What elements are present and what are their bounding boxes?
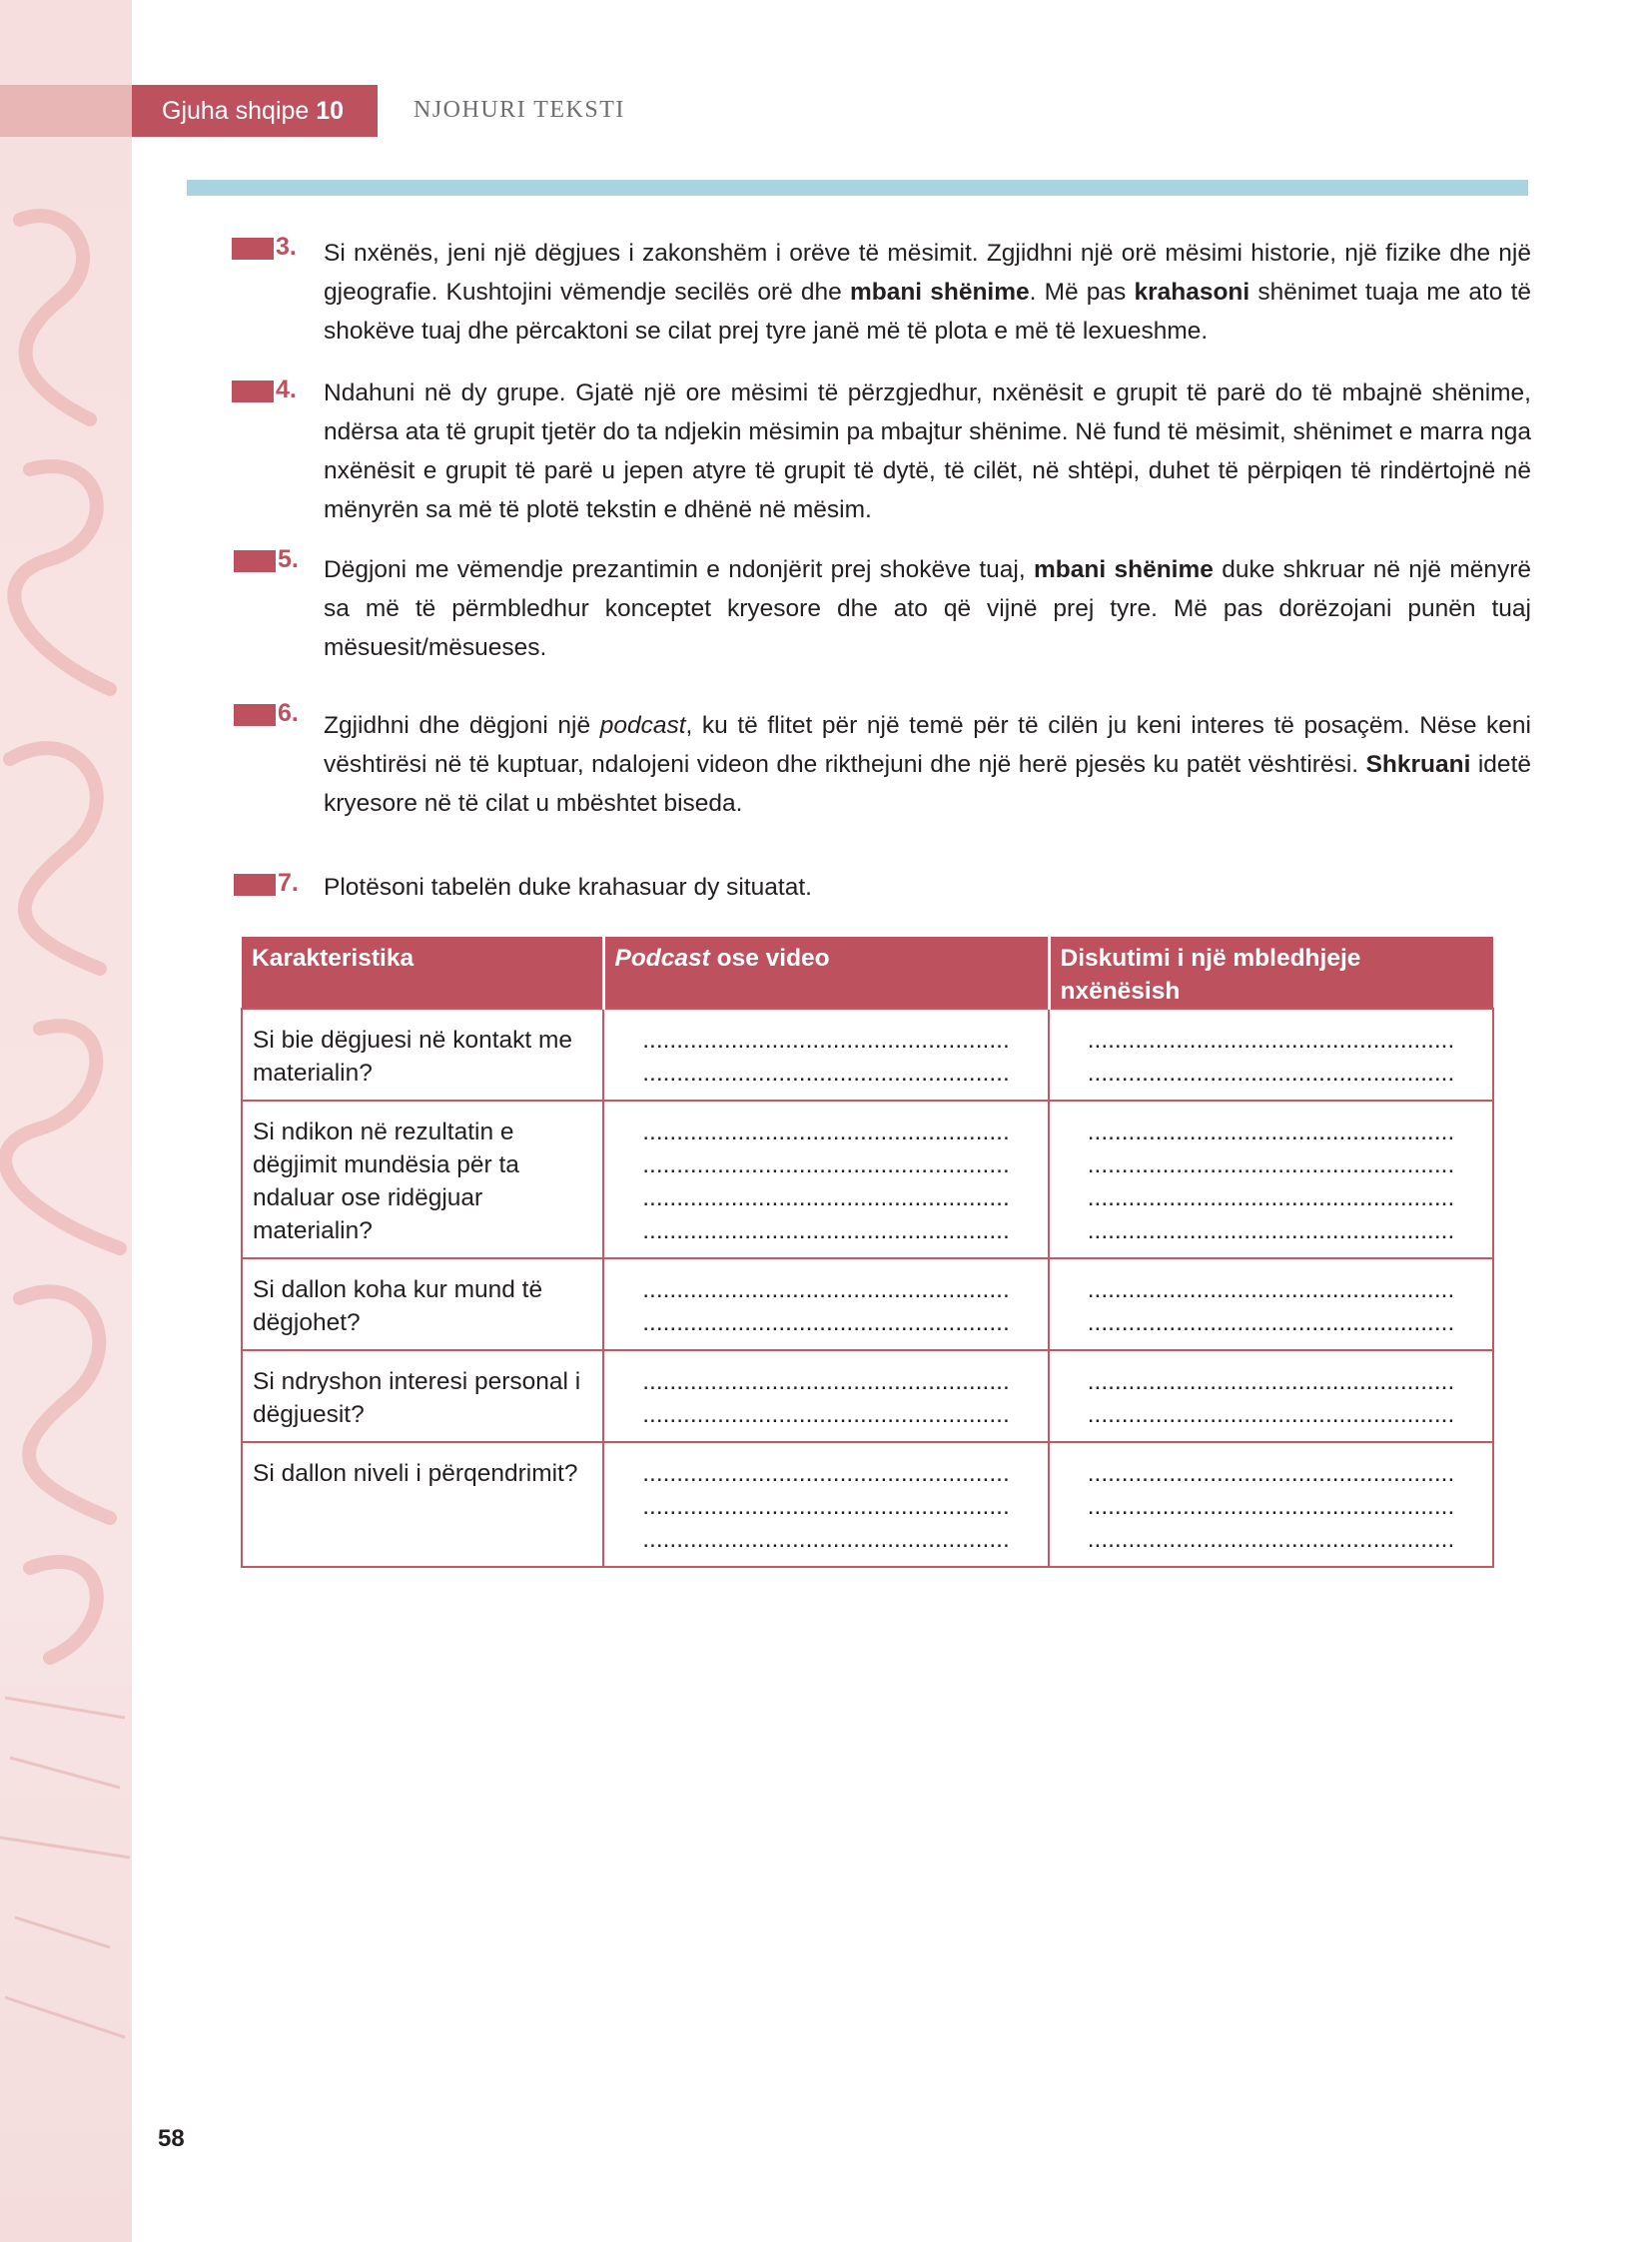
subject-name: Gjuha shqipe	[162, 97, 310, 125]
exercise-marker	[232, 238, 274, 260]
answer-dotted-line: ......................................................	[642, 1276, 1010, 1303]
text-run: Plotësoni tabelën duke krahasuar dy situatat.	[324, 874, 812, 901]
exercise-marker	[234, 874, 276, 896]
podcast-header-rest: ose video	[709, 945, 830, 972]
exercise-marker	[234, 550, 276, 572]
podcast-answer-cell[interactable]	[603, 1101, 1049, 1258]
exercise-number: 6.	[278, 699, 299, 727]
row-question: Si bie dëgjuesi në kontakt me materialin?	[242, 1009, 603, 1101]
podcast-answer-cell[interactable]	[603, 1009, 1049, 1101]
decorative-script-pattern	[0, 0, 132, 2242]
row-question: Si dallon koha kur mund të dëgjohet?	[242, 1258, 603, 1350]
text-run: Dëgjoni me vëmendje prezantimin e ndonjërit prej shokëve tuaj,	[324, 556, 1034, 583]
bold-text-run: mbani shënime	[1034, 556, 1214, 583]
column-header-podcast	[603, 937, 1049, 1009]
podcast-italic-label: Podcast	[614, 945, 710, 972]
answer-dotted-line: ......................................................	[1087, 1493, 1455, 1520]
bold-text-run: krahasoni	[1134, 279, 1250, 306]
answer-dotted-line: ......................................................	[642, 1184, 1010, 1211]
column-header-discussion: Diskutimi i një mbledhjeje nxënësish	[1049, 937, 1493, 1009]
podcast-answer-cell[interactable]	[603, 1258, 1049, 1350]
table-row	[242, 1442, 1493, 1567]
text-run: shënimet tuaja me ato të shokëve tuaj dhe përcaktoni se cilat prej tyre janë më të plota e më të lexueshme.	[324, 279, 1532, 345]
discussion-answer-cell[interactable]	[1049, 1350, 1493, 1442]
table-body	[242, 1009, 1493, 1567]
section-title: NJOHURI TEKSTI	[413, 97, 625, 123]
bold-text-run: Shkruani	[1365, 751, 1471, 778]
table-row	[242, 1350, 1493, 1442]
header-subject-tab	[132, 85, 378, 137]
exercise-number: 4.	[276, 375, 297, 403]
answer-dotted-line: ......................................................	[642, 1368, 1010, 1395]
text-run: Si nxënës, jeni një dëgjues i zakonshëm i orëve të mësimit. Zgjidhni një orë mësimi historie, një fizike dhe një gjeografie. Kushtojini vëmendje secilës orë dhe	[324, 240, 1531, 306]
text-run: Zgjidhni dhe dëgjoni një	[324, 712, 600, 739]
text-run: duke shkruar në një mënyrë sa më të përmbledhur konceptet kryesore dhe ato që vijnë prej tyre. Më pas dorëzojani punën tuaj mësuesit/mësueses.	[324, 556, 1532, 661]
exercise-number: 5.	[278, 545, 299, 573]
answer-dotted-line: ......................................................	[642, 1151, 1010, 1178]
answer-dotted-line: ......................................................	[1087, 1151, 1455, 1178]
text-run: , ku të flitet për një temë për të cilën ju keni interes të posaçëm. Nëse keni vështirësi në të kuptuar, ndalojeni videon dhe rikthejuni dhe një herë pjesës ku patët vështirësi.	[324, 712, 1531, 778]
answer-dotted-line: ......................................................	[1087, 1060, 1455, 1087]
answer-dotted-line: ......................................................	[1087, 1309, 1455, 1336]
answer-dotted-line: ......................................................	[1087, 1460, 1455, 1487]
row-question: Si ndikon në rezultatin e dëgjimit mundësia për ta ndaluar ose ridëgjuar materialin?	[242, 1101, 603, 1258]
answer-dotted-line: ......................................................	[1087, 1401, 1455, 1428]
table-row	[242, 1258, 1493, 1350]
answer-dotted-line: ......................................................	[642, 1401, 1010, 1428]
grade-number: 10	[316, 97, 345, 125]
answer-dotted-line: ......................................................	[1087, 1276, 1455, 1303]
discussion-answer-cell[interactable]	[1049, 1009, 1493, 1101]
answer-dotted-line: ......................................................	[1087, 1184, 1455, 1211]
page-number: 58	[158, 2125, 185, 2152]
answer-dotted-line: ......................................................	[642, 1309, 1010, 1336]
column-header-characteristics: Karakteristika	[242, 937, 603, 1009]
exercise-text	[324, 234, 1531, 351]
bold-text-run: mbani shënime	[849, 279, 1030, 306]
text-run: idetë kryesore në të cilat u mbështet biseda.	[324, 751, 1531, 817]
answer-dotted-line: ......................................................	[642, 1460, 1010, 1487]
text-run: Ndahuni në dy grupe. Gjatë një ore mësimi të përzgjedhur, nxënësit e grupit të parë do të mbajnë shënime, ndërsa ata të grupit tjetër do ta ndjekin mësimin pa mbajtur shënime. Në fund të mësimit, shënimet e marra nga nxënësit e grupit të parë u jepen atyre të grupit të dytë, të cilët, në shtëpi, duhet të përpiqen të rindërtojnë në mënyrën sa më të plotë tekstin e dhënë në mësim.	[324, 379, 1531, 523]
answer-dotted-line: ......................................................	[1087, 1217, 1455, 1244]
answer-dotted-line: ......................................................	[642, 1027, 1010, 1054]
discussion-answer-cell[interactable]	[1049, 1442, 1493, 1567]
row-question: Si dallon niveli i përqendrimit?	[242, 1442, 603, 1567]
answer-dotted-line: ......................................................	[642, 1060, 1010, 1087]
exercise-number: 3.	[276, 233, 297, 261]
answer-dotted-line: ......................................................	[642, 1119, 1010, 1145]
header-band	[0, 85, 132, 137]
table-row	[242, 1009, 1493, 1101]
answer-dotted-line: ......................................................	[1087, 1368, 1455, 1395]
table-row	[242, 1101, 1493, 1258]
exercise-text	[324, 868, 1531, 907]
row-question: Si ndryshon interesi personal i dëgjuesit?	[242, 1350, 603, 1442]
answer-dotted-line: ......................................................	[1087, 1027, 1455, 1054]
answer-dotted-line: ......................................................	[642, 1493, 1010, 1520]
comparison-table	[241, 937, 1494, 1568]
italic-text-run: podcast	[599, 712, 686, 739]
answer-dotted-line: ......................................................	[642, 1526, 1010, 1553]
text-run: . Më pas	[1029, 279, 1135, 306]
table-header-row	[242, 937, 1493, 1009]
answer-dotted-line: ......................................................	[1087, 1526, 1455, 1553]
exercise-marker	[234, 704, 276, 726]
podcast-answer-cell[interactable]	[603, 1350, 1049, 1442]
answer-dotted-line: ......................................................	[642, 1217, 1010, 1244]
exercise-marker	[232, 380, 274, 402]
exercise-text	[324, 706, 1531, 823]
exercise-text	[324, 550, 1531, 667]
discussion-answer-cell[interactable]	[1049, 1258, 1493, 1350]
exercise-number: 7.	[278, 869, 299, 897]
decorative-side-strip	[0, 0, 132, 2242]
exercise-text	[324, 374, 1531, 529]
answer-dotted-line: ......................................................	[1087, 1119, 1455, 1145]
header-divider	[187, 180, 1528, 196]
discussion-answer-cell[interactable]	[1049, 1101, 1493, 1258]
podcast-answer-cell[interactable]	[603, 1442, 1049, 1567]
